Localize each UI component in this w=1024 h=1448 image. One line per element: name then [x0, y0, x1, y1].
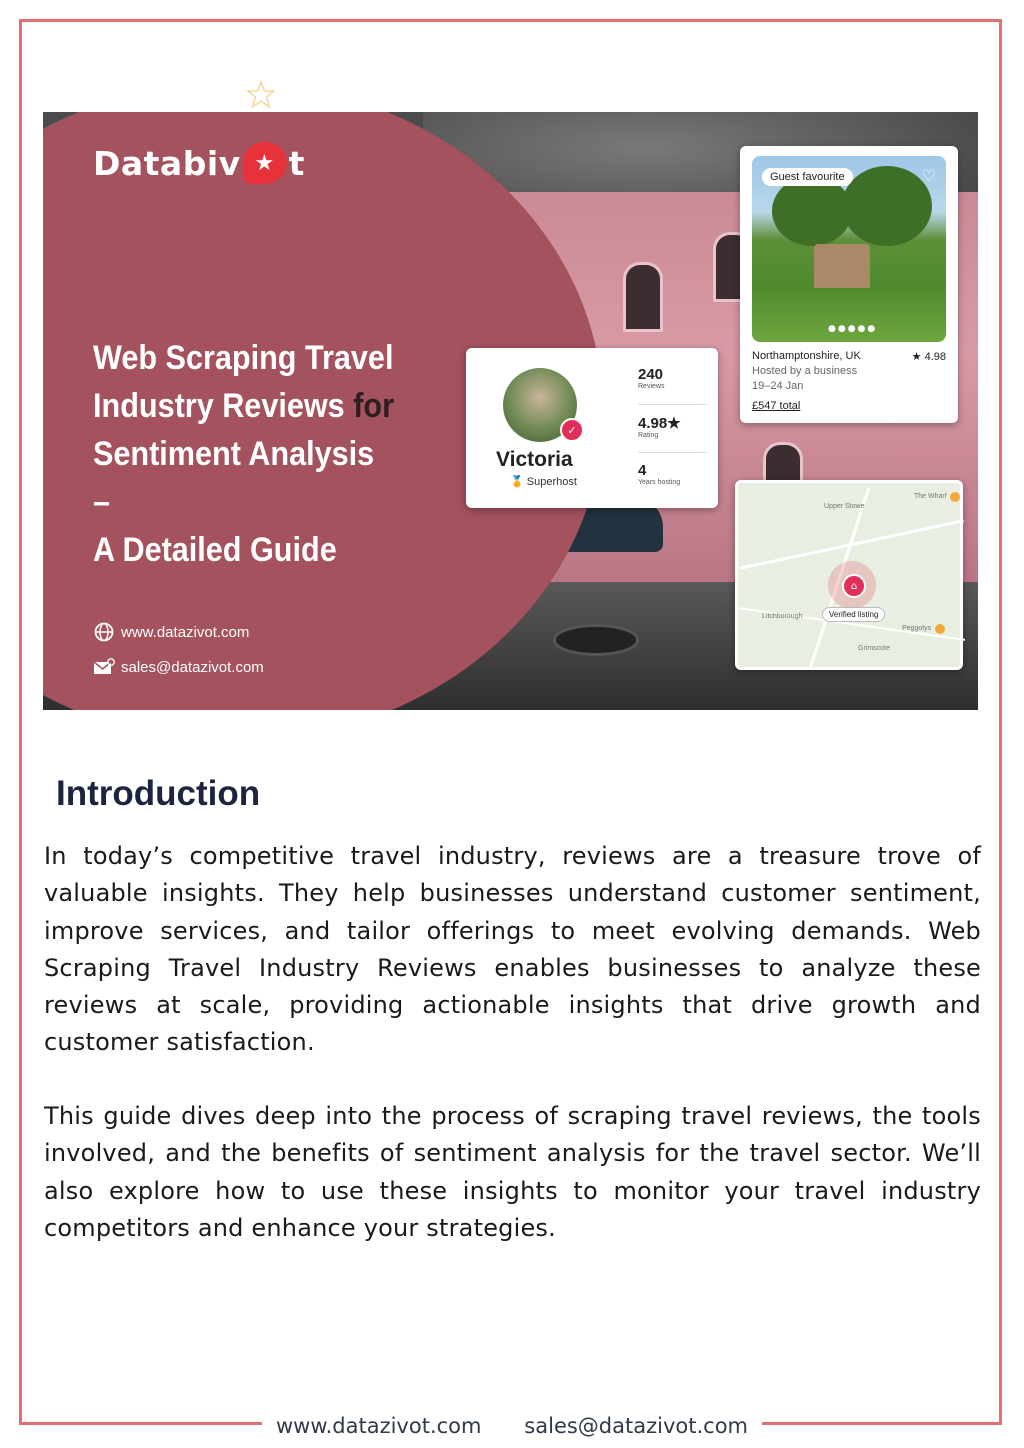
listing-photo: [752, 156, 946, 342]
headline-line: Sentiment Analysis –: [93, 435, 375, 521]
brand-text-left: Databiv: [93, 143, 241, 183]
listing-rating: ★ 4.98: [911, 351, 946, 363]
stat-label: Rating: [638, 432, 659, 439]
map-poi-icon: [950, 492, 960, 502]
home-pin-icon[interactable]: ⌂: [842, 574, 866, 598]
listing-price[interactable]: £547 total: [752, 400, 801, 412]
listing-location: Northamptonshire, UK: [752, 350, 861, 362]
verified-listing-label: Verified listing: [822, 607, 885, 622]
star-outline-icon: [246, 80, 276, 110]
email-text: sales@datazivot.com: [121, 658, 264, 676]
intro-paragraph-2: This guide dives deep into the process of scraping travel reviews, the tools involved, and the benefits of sentiment analysis for the travel sector. We’ll also explore how to use these insights to monitor your travel industry competitors and enhance your strategies.: [44, 1102, 981, 1242]
banner-headline: [93, 334, 399, 574]
mail-icon: [93, 657, 115, 677]
stat-reviews: [638, 366, 708, 390]
cottage: [814, 244, 870, 288]
banner-website[interactable]: [93, 622, 249, 642]
star-icon: ★: [243, 142, 287, 184]
listing-host: Hosted by a business: [752, 365, 858, 377]
map-place-label: Peggotys: [902, 625, 932, 632]
tree: [842, 166, 932, 246]
stat-value: 4: [638, 462, 647, 479]
intro-paragraph-1: In today’s competitive travel industry, reviews are a treasure trove of valuable insights. They help businesses understand customer sentiment, improve services, and tailor offerings to meet evolving demands. Web Scraping Travel Industry Reviews enables businesses to analyze these reviews at scale, providing actionable insights that drive growth and customer satisfaction.: [44, 842, 981, 1057]
hero-banner: [43, 112, 978, 710]
headline-line: A Detailed Guide: [93, 531, 337, 569]
stat-label: Reviews: [638, 383, 665, 390]
footer-email-link[interactable]: sales@datazivot.com: [524, 1414, 748, 1438]
globe-icon: [93, 622, 115, 642]
host-role: 🏅 Superhost: [510, 476, 577, 488]
section-title: Introduction: [56, 774, 261, 813]
tree: [772, 176, 852, 246]
brand-text-right: t: [288, 143, 305, 183]
headline-line: Web Scraping Travel: [93, 339, 394, 377]
page-footer: [262, 1408, 762, 1444]
headline-accent: for: [353, 387, 394, 425]
map-card[interactable]: [735, 480, 963, 670]
stat-rating: [638, 414, 708, 439]
map-place-label: Litchborough: [762, 613, 803, 620]
listing-card[interactable]: [740, 146, 958, 423]
divider: [638, 404, 708, 405]
stat-value: 240: [638, 366, 664, 383]
website-text: www.datazivot.com: [121, 623, 250, 641]
map-poi-icon: [935, 624, 945, 634]
stat-value: 4.98★: [638, 415, 681, 432]
map-place-label: Grimscote: [858, 645, 890, 652]
carousel-dots: ●●●●●: [828, 324, 878, 334]
banner-email[interactable]: [93, 657, 264, 677]
stat-label: Years hosting: [638, 479, 681, 486]
map-place-label: The Wharf: [914, 493, 947, 500]
manhole: [553, 624, 639, 656]
divider: [638, 452, 708, 453]
headline-line: [93, 382, 399, 430]
host-card: [466, 348, 718, 508]
stat-years: [638, 462, 708, 486]
heart-icon[interactable]: ♡: [921, 166, 936, 185]
guest-favourite-badge: Guest favourite: [762, 168, 853, 186]
host-name: Victoria: [496, 448, 573, 471]
footer-website-link[interactable]: www.datazivot.com: [276, 1414, 482, 1438]
listing-dates: 19–24 Jan: [752, 380, 804, 392]
brand-logo: [93, 142, 305, 184]
shield-icon: ✓: [560, 418, 584, 442]
headline-part: Industry Reviews: [93, 387, 354, 425]
map-place-label: Upper Stowe: [824, 503, 865, 510]
window: [623, 262, 663, 332]
host-role-text: Superhost: [526, 476, 577, 488]
